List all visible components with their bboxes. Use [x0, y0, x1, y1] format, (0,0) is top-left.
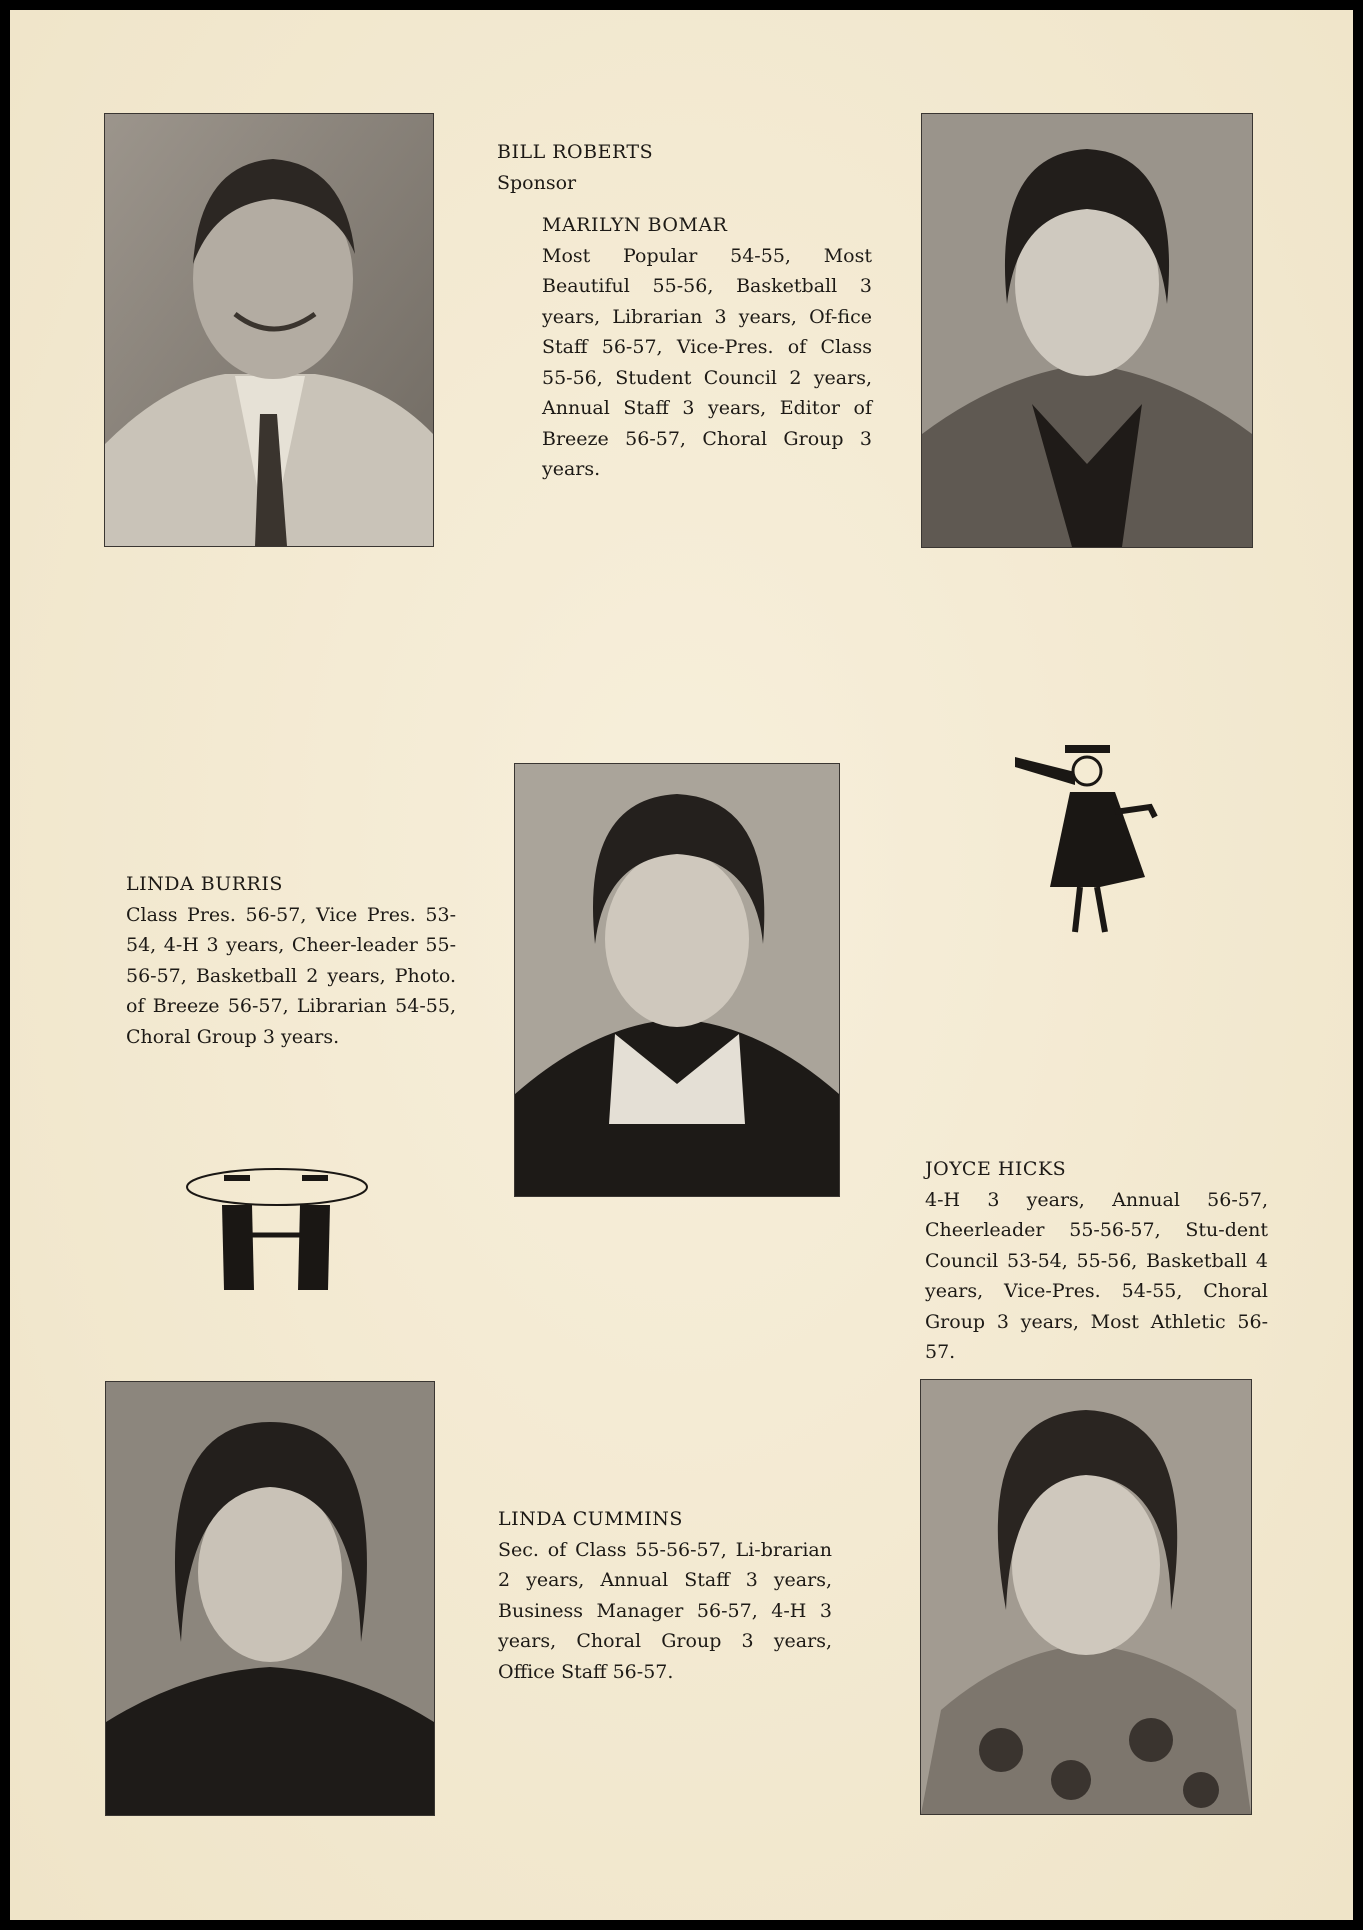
portrait-joyce-hicks — [920, 1379, 1252, 1815]
portrait-bill-roberts — [104, 113, 434, 547]
entry-linda-burris — [126, 869, 456, 1052]
entry-bio: Most Popular 54-55, Most Beautiful 55-56, Basketball 3 years, Librarian 3 years, Of-fice Staff 56-57, Vice-Pres. of Class 55-56, Student Council 2 years, Annual Staff 3 years, Editor of Breeze 56-57, Choral Group 3 years. — [542, 244, 872, 480]
yearbook-page — [10, 10, 1353, 1920]
entry-joyce-hicks — [925, 1154, 1268, 1368]
entry-bill-roberts — [497, 137, 797, 198]
entry-role: Sponsor — [497, 171, 577, 194]
entry-bio: 4-H 3 years, Annual 56-57, Cheerleader 55-56-57, Stu-dent Council 53-54, 55-56, Basketball 4 years, Vice-Pres. 54-55, Choral Group 3 years, Most Athletic 56-57. — [925, 1188, 1268, 1363]
graduates-handshake-illustration — [182, 1165, 372, 1295]
entry-name: JOYCE HICKS — [925, 1158, 1067, 1180]
entry-name: MARILYN BOMAR — [542, 214, 728, 236]
entry-bio: Class Pres. 56-57, Vice Pres. 53-54, 4-H 3 years, Cheer-leader 55-56-57, Basketball 2 years, Photo. of Breeze 56-57, Librarian 54-55, Choral Group 3 years. — [126, 903, 456, 1048]
entry-name: LINDA BURRIS — [126, 873, 283, 895]
entry-name: LINDA CUMMINS — [498, 1508, 683, 1530]
entry-marilyn-bomar — [542, 210, 872, 485]
entry-name: BILL ROBERTS — [497, 141, 654, 163]
entry-linda-cummins — [498, 1504, 832, 1687]
entry-bio: Sec. of Class 55-56-57, Li-brarian 2 years, Annual Staff 3 years, Business Manager 56-57, 4-H 3 years, Choral Group 3 years, Office Staff 56-57. — [498, 1538, 832, 1683]
portrait-linda-cummins — [105, 1381, 435, 1816]
megaphone-graduate-illustration — [1005, 737, 1175, 937]
portrait-linda-burris — [514, 763, 840, 1197]
portrait-marilyn-bomar — [921, 113, 1253, 548]
